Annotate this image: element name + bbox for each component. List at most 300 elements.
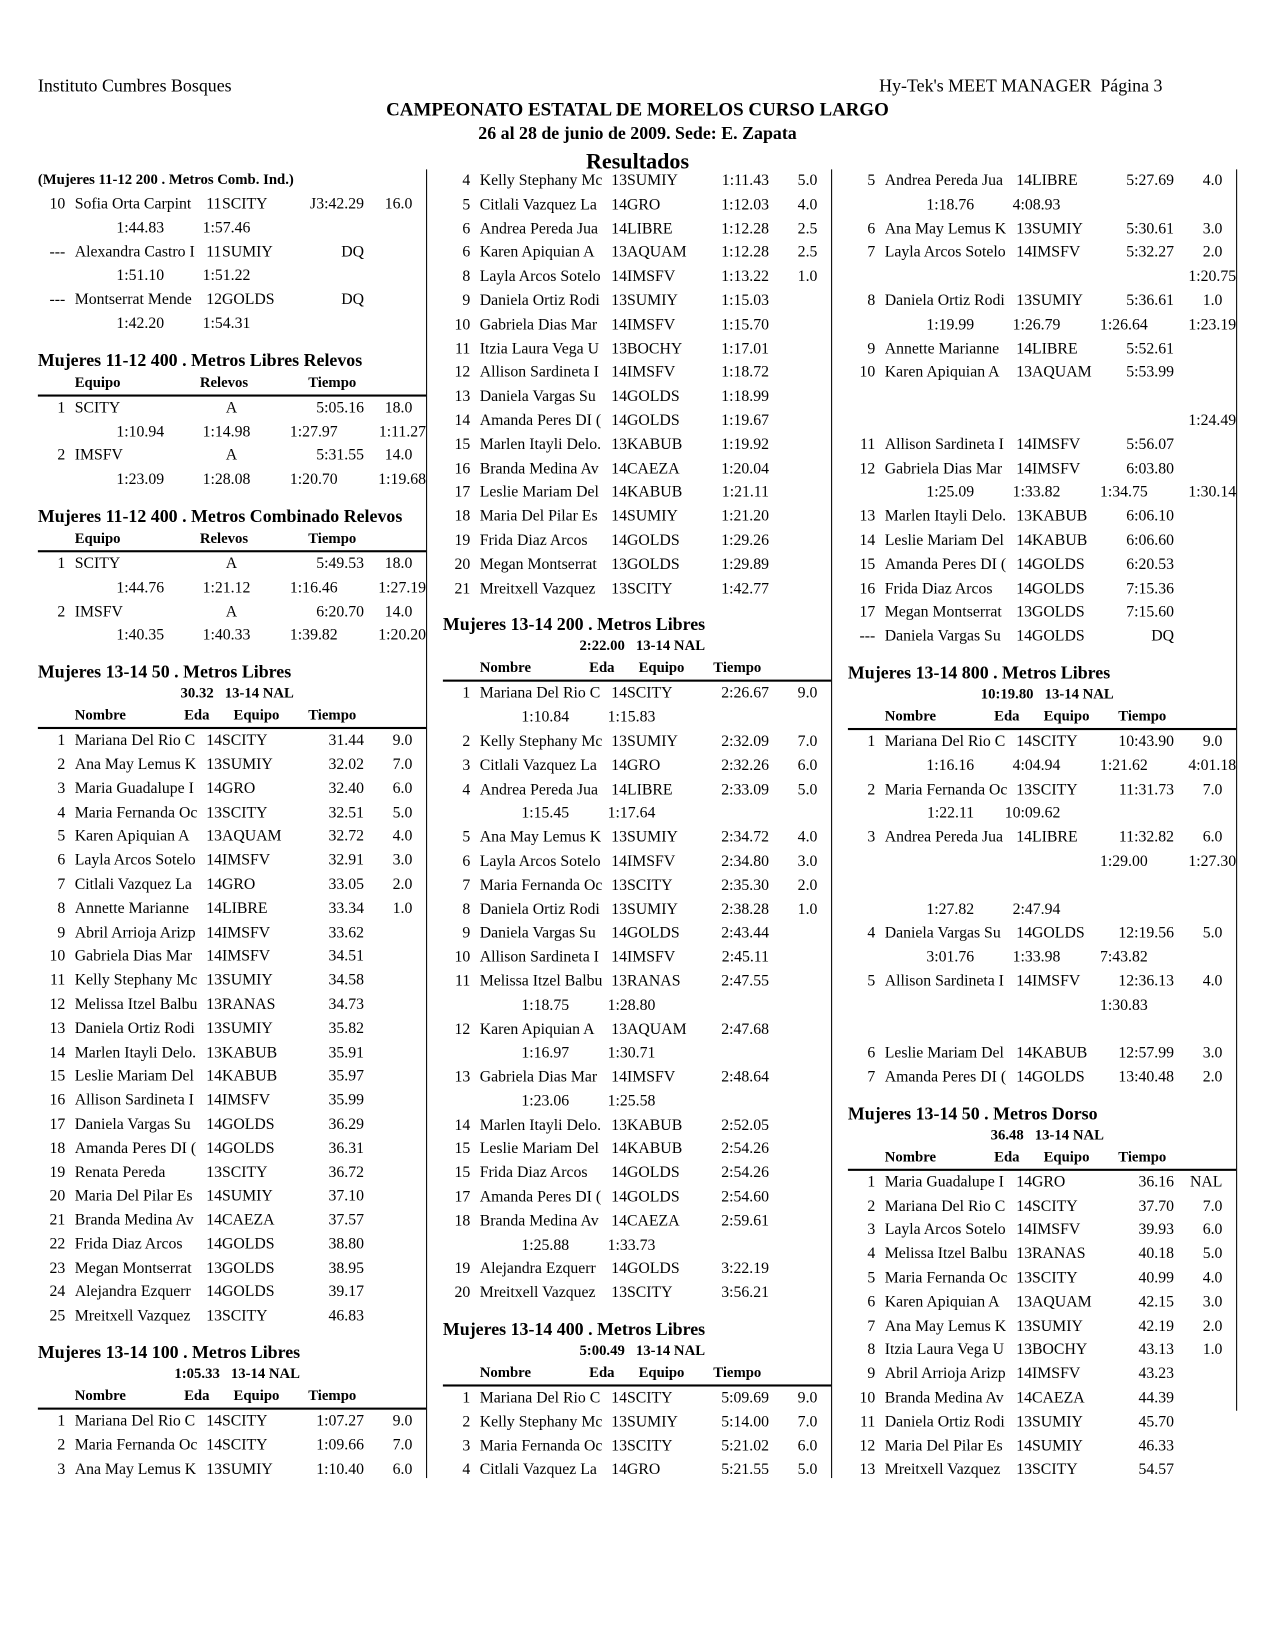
time: 37.57 — [328, 1212, 364, 1229]
place: 7 — [867, 1068, 876, 1086]
swimmer-name: Melissa Itzel Balbu — [479, 973, 603, 990]
time: 39.93 — [1138, 1221, 1175, 1239]
team: GOLDS — [626, 925, 680, 942]
points: 2.0 — [1202, 244, 1223, 262]
time: 42.19 — [1138, 1317, 1175, 1335]
place: 13 — [49, 1020, 66, 1037]
age: 14 — [206, 1068, 222, 1085]
place: 14 — [454, 412, 471, 430]
points: 6.0 — [1202, 829, 1223, 846]
result-row — [848, 337, 1236, 361]
time: 5:36.61 — [1126, 292, 1175, 310]
header-tiempo: Tiempo — [308, 531, 357, 548]
time: 5:30.61 — [1126, 220, 1175, 238]
time: 1:09.66 — [316, 1436, 364, 1454]
result-row — [443, 1258, 831, 1282]
swimmer-name: Allison Sardineta I — [884, 973, 1004, 990]
age: 14 — [611, 196, 627, 214]
swimmer-name: Andrea Pereda Jua — [884, 829, 1004, 846]
age: 14 — [611, 949, 627, 966]
age: 13 — [206, 1259, 222, 1277]
result-row — [848, 217, 1236, 241]
time: 5:56.07 — [1126, 436, 1175, 454]
time: 1:15.03 — [721, 292, 770, 310]
swimmer-name: Mariana Del Rio C — [884, 733, 1006, 751]
results-table-header — [38, 372, 426, 396]
team: KABUB — [1032, 532, 1088, 550]
team: SCITY — [221, 195, 268, 213]
meet-dates-venue: 26 al 28 de junio de 2009. Sede: E. Zapata — [478, 123, 797, 144]
age: 13 — [611, 436, 627, 454]
header-tiempo: Tiempo — [308, 375, 357, 392]
header-eda: Eda — [994, 1149, 1020, 1166]
swimmer-name: Amanda Peres DI ( — [74, 1140, 197, 1157]
team: IMSFV — [626, 364, 676, 382]
place: --- — [49, 291, 66, 309]
age: 13 — [611, 172, 627, 190]
result-row — [38, 288, 426, 312]
place: 1 — [462, 685, 471, 703]
split-time: 1:21.62 — [1099, 757, 1148, 774]
split-row — [443, 994, 831, 1018]
place: 11 — [860, 1413, 876, 1431]
place: 9 — [867, 340, 876, 358]
result-row — [848, 361, 1236, 385]
swimmer-name: Marlen Itayli Delo. — [479, 436, 602, 454]
team: IMSFV — [1032, 973, 1081, 990]
place: 7 — [57, 876, 66, 894]
place: 6 — [462, 853, 471, 870]
time: 6:20.70 — [316, 603, 364, 621]
place: 5 — [462, 829, 471, 846]
time: 43.23 — [1138, 1365, 1175, 1383]
time: 2:47.68 — [721, 1020, 770, 1038]
event-title: Mujeres 13-14 50 . Metros Libres — [37, 661, 292, 682]
split-time: 1:25.88 — [521, 1236, 570, 1254]
age: 13 — [611, 556, 627, 574]
time: 2:34.80 — [721, 853, 770, 870]
age: 14 — [1016, 1365, 1033, 1383]
split-time: 1:30.83 — [1099, 996, 1148, 1014]
points: 9.0 — [392, 732, 413, 750]
place: --- — [859, 628, 876, 646]
swimmer-name: Amanda Peres DI ( — [479, 1188, 602, 1206]
result-row — [443, 505, 831, 529]
results-table-header — [443, 658, 831, 682]
place: 1 — [462, 1389, 471, 1407]
team: SUMIY — [1032, 1413, 1083, 1431]
swimmer-name: Layla Arcos Sotelo — [884, 244, 1006, 262]
result-row — [848, 826, 1236, 850]
age: 14 — [1016, 829, 1033, 846]
age: 11 — [206, 195, 222, 213]
team: SCITY — [1032, 1461, 1078, 1479]
split-row — [443, 802, 831, 826]
split-time: 1:10.84 — [521, 709, 570, 727]
place: 15 — [454, 1140, 471, 1158]
split-row — [848, 385, 1236, 409]
split-time: 4:01.18 — [1188, 757, 1237, 774]
header-equipo: Equipo — [638, 661, 685, 677]
result-row — [848, 1195, 1236, 1219]
result-row — [443, 946, 831, 970]
place: 10 — [859, 364, 876, 382]
header-tiempo: Tiempo — [1118, 708, 1167, 725]
time: 43.13 — [1138, 1341, 1175, 1359]
place: 15 — [454, 1164, 471, 1182]
points: 4.0 — [797, 196, 818, 214]
split-row — [848, 265, 1236, 289]
age: 14 — [206, 1235, 222, 1253]
team: GRO — [221, 876, 256, 894]
swimmer-name: Citlali Vazquez La — [479, 757, 597, 774]
split-time: 1:33.82 — [1012, 484, 1061, 502]
results-column-2 — [443, 169, 832, 1478]
team: GOLDS — [626, 388, 680, 406]
split-time: 4:08.93 — [1012, 196, 1061, 214]
swimmer-name: Karen Apiquian A — [479, 244, 595, 262]
swimmer-name: Ana May Lemus K — [74, 756, 197, 774]
split-time: 1:27.30 — [1188, 853, 1237, 870]
swimmer-name: Marlen Itayli Delo. — [74, 1044, 197, 1061]
result-row — [443, 1387, 831, 1411]
points: 4.0 — [1202, 1269, 1223, 1287]
age: 13 — [611, 1413, 627, 1431]
swimmer-name: Andrea Pereda Jua — [479, 781, 599, 798]
split-row — [443, 1234, 831, 1258]
place: 19 — [49, 1164, 66, 1181]
points: 3.0 — [797, 853, 818, 870]
event-title: Mujeres 11-12 400 . Metros Combinado Relevos — [37, 505, 403, 526]
age: 14 — [1016, 172, 1033, 190]
team: GRO — [221, 780, 256, 798]
place: 21 — [454, 580, 471, 598]
team: LIBRE — [1032, 829, 1078, 846]
time: 35.82 — [328, 1020, 364, 1037]
swimmer-name: Allison Sardineta I — [479, 364, 599, 382]
place: 4 — [462, 172, 471, 190]
points: 9.0 — [797, 685, 818, 703]
swimmer-name: Andrea Pereda Jua — [479, 220, 599, 238]
team: SCITY — [221, 1164, 268, 1181]
result-row — [848, 1387, 1236, 1411]
time: 35.99 — [328, 1092, 364, 1109]
place: 3 — [867, 829, 876, 846]
time: 1:12.28 — [721, 244, 770, 262]
swimmer-name: Karen Apiquian A — [884, 1293, 1000, 1311]
swimmer-name: Alejandra Ezquerr — [479, 1260, 596, 1278]
place: 17 — [454, 484, 471, 502]
team: GOLDS — [221, 1140, 275, 1157]
team: IMSFV — [626, 316, 676, 334]
age: 13 — [611, 901, 627, 918]
team: GOLDS — [1032, 556, 1085, 574]
points: 5.0 — [797, 172, 818, 190]
age: 14 — [611, 1260, 627, 1278]
place: 15 — [49, 1068, 66, 1085]
age: 14 — [206, 1212, 222, 1229]
result-row — [848, 778, 1236, 802]
split-row — [38, 264, 426, 288]
swimmer-name: Layla Arcos Sotelo — [74, 852, 196, 870]
team: SUMIY — [1032, 1317, 1083, 1335]
age: 14 — [206, 852, 222, 870]
place: 7 — [462, 877, 471, 894]
place: 22 — [49, 1235, 66, 1253]
team: GRO — [626, 757, 661, 774]
result-row — [848, 457, 1236, 481]
place: 9 — [57, 924, 66, 942]
team: SCITY — [221, 1436, 268, 1454]
age: 13 — [206, 1044, 222, 1061]
points: 5.0 — [1202, 1245, 1223, 1263]
points: 3.0 — [1202, 1044, 1223, 1062]
event-title: Mujeres 13-14 800 . Metros Libres — [847, 662, 1111, 683]
event-record: 10:19.80 13-14 NAL — [980, 686, 1114, 703]
time: 38.80 — [328, 1235, 364, 1253]
split-time: 1:51.22 — [202, 267, 251, 285]
swimmer-name: Daniela Ortiz Rodi — [479, 901, 600, 918]
age: 13 — [611, 340, 627, 358]
header-tiempo: Tiempo — [713, 661, 762, 677]
time: 7:15.36 — [1126, 580, 1175, 598]
points: 5.0 — [392, 804, 413, 822]
result-row — [443, 1282, 831, 1306]
team: SCITY — [626, 1437, 673, 1455]
time: 1:29.26 — [721, 532, 770, 550]
swimmer-name: Kelly Stephany Mc — [74, 972, 198, 990]
header-tiempo: Tiempo — [308, 1388, 357, 1405]
split-time: 1:26.79 — [1012, 316, 1061, 334]
split-time: 1:29.00 — [1099, 853, 1148, 870]
place: 14 — [454, 1116, 471, 1134]
team: SCITY — [74, 555, 121, 573]
team: IMSFV — [1032, 436, 1081, 454]
age: 14 — [1016, 1044, 1033, 1062]
header-equipo: Equipo — [74, 375, 121, 392]
split-time: 1:44.83 — [116, 219, 165, 237]
place: 2 — [867, 1197, 876, 1215]
age: 14 — [1016, 925, 1033, 942]
place: 1 — [57, 1412, 66, 1430]
place: 4 — [867, 925, 876, 942]
team: IMSFV — [626, 853, 676, 870]
team: GOLDS — [626, 1260, 680, 1278]
split-row — [443, 1090, 831, 1114]
age: 14 — [611, 1188, 627, 1206]
time: 11:32.82 — [1118, 829, 1175, 846]
result-row — [38, 897, 426, 921]
time: 39.17 — [328, 1283, 364, 1301]
result-row — [848, 433, 1236, 457]
swimmer-name: Karen Apiquian A — [884, 364, 1000, 382]
swimmer-name: Kelly Stephany Mc — [479, 172, 603, 190]
result-row — [848, 1291, 1236, 1315]
result-row — [443, 457, 831, 481]
team: GOLDS — [221, 1259, 275, 1277]
swimmer-name: Daniela Ortiz Rodi — [884, 292, 1005, 310]
swimmer-name: Allison Sardineta I — [74, 1092, 194, 1109]
relay-letter: A — [225, 555, 238, 573]
points: 2.0 — [797, 877, 818, 894]
team: CAEZA — [626, 1212, 680, 1230]
split-time: 1:33.73 — [607, 1236, 656, 1254]
team: SCITY — [221, 804, 268, 822]
result-row — [443, 217, 831, 241]
split-time: 1:44.76 — [116, 579, 165, 597]
split-row — [848, 313, 1236, 337]
time: 32.40 — [328, 780, 364, 798]
event-record: 5:00.49 13-14 NAL — [579, 1343, 706, 1360]
team: AQUAM — [221, 828, 282, 846]
split-time: 1:30.14 — [1188, 484, 1237, 502]
time: 12:57.99 — [1118, 1044, 1175, 1062]
relay-result-row — [38, 396, 426, 420]
place: 15 — [859, 556, 876, 574]
swimmer-name: Frida Diaz Arcos — [479, 532, 588, 550]
result-row — [443, 265, 831, 289]
team: SCITY — [221, 732, 268, 750]
split-row — [38, 468, 426, 492]
swimmer-name: Gabriela Dias Mar — [74, 948, 193, 966]
place: 2 — [867, 781, 876, 798]
team: KABUB — [626, 484, 683, 502]
time: 2:43.44 — [721, 925, 770, 942]
points: 4.0 — [392, 828, 413, 846]
age: 13 — [1016, 1413, 1033, 1431]
swimmer-name: Megan Montserrat — [884, 604, 1002, 622]
relay-result-row — [38, 552, 426, 576]
result-row — [443, 1459, 831, 1483]
points: 2.0 — [392, 876, 413, 894]
time: 1:18.72 — [721, 364, 770, 382]
team: CAEZA — [221, 1212, 275, 1229]
swimmer-name: Frida Diaz Arcos — [884, 580, 993, 598]
swimmer-name: Maria Del Pilar Es — [74, 1188, 193, 1205]
time: 1:07.27 — [316, 1412, 364, 1430]
header-equipo: Equipo — [233, 708, 280, 724]
result-row — [38, 825, 426, 849]
time: 2:34.72 — [721, 829, 770, 846]
points: 14.0 — [384, 603, 413, 621]
split-time: 1:25.58 — [607, 1092, 656, 1110]
place: 10 — [49, 948, 66, 966]
team: GOLDS — [626, 556, 680, 574]
time: 2:26.67 — [721, 685, 770, 703]
points: 4.0 — [1202, 172, 1223, 190]
team: LIBRE — [1032, 172, 1078, 190]
result-row — [443, 433, 831, 457]
team: GOLDS — [221, 291, 275, 309]
time: 2:38.28 — [721, 901, 770, 918]
age: 13 — [611, 1437, 627, 1455]
team: GOLDS — [626, 532, 680, 550]
result-row — [38, 240, 426, 264]
split-row — [38, 312, 426, 336]
swimmer-name: Amanda Peres DI ( — [479, 412, 602, 430]
result-row — [443, 1411, 831, 1435]
result-row — [443, 1162, 831, 1186]
swimmer-name: Gabriela Dias Mar — [884, 460, 1003, 478]
age: 13 — [206, 1164, 222, 1181]
age: 14 — [206, 1116, 222, 1133]
swimmer-name: Daniela Vargas Su — [479, 925, 596, 942]
team: AQUAM — [1032, 364, 1092, 382]
age: 13 — [206, 756, 222, 774]
swimmer-name: Mariana Del Rio C — [74, 1412, 196, 1430]
time: 35.91 — [328, 1044, 364, 1061]
age: 14 — [1016, 1221, 1033, 1239]
header-equipo: Equipo — [638, 1365, 685, 1382]
age: 13 — [611, 973, 627, 990]
event-title: Mujeres 13-14 400 . Metros Libres — [442, 1319, 706, 1340]
result-row — [848, 1042, 1236, 1066]
split-row — [443, 1042, 831, 1066]
split-row — [38, 624, 426, 648]
age: 13 — [206, 828, 222, 846]
split-time: 1:20.20 — [378, 627, 427, 645]
points: 18.0 — [384, 555, 413, 573]
result-row — [38, 873, 426, 897]
age: 11 — [206, 243, 222, 261]
place: 2 — [57, 1436, 66, 1454]
place: 16 — [454, 460, 471, 478]
points: 1.0 — [797, 901, 818, 918]
split-time: 2:47.94 — [1012, 901, 1061, 918]
age: 14 — [1016, 973, 1033, 990]
event-title: Mujeres 13-14 100 . Metros Libres — [37, 1342, 301, 1363]
age: 13 — [1016, 604, 1033, 622]
results-table-header — [38, 705, 426, 729]
time: 11:31.73 — [1118, 781, 1175, 798]
time: 3:22.19 — [721, 1260, 770, 1278]
points: 6.0 — [392, 780, 413, 798]
points: 5.0 — [797, 1461, 818, 1479]
time: DQ — [341, 243, 364, 261]
age: 14 — [611, 1212, 627, 1230]
age: 13 — [1016, 1245, 1033, 1263]
team: GOLDS — [1032, 628, 1085, 646]
result-row — [38, 1458, 426, 1482]
time: 3:56.21 — [721, 1284, 770, 1302]
split-time: 1:27.19 — [378, 579, 427, 597]
result-row — [848, 970, 1236, 994]
split-time: 1:33.98 — [1012, 949, 1061, 966]
age: 14 — [1016, 460, 1033, 478]
result-row — [443, 874, 831, 898]
time: 40.99 — [1138, 1269, 1175, 1287]
swimmer-name: Ana May Lemus K — [74, 1460, 197, 1478]
split-row — [38, 576, 426, 600]
split-time: 4:04.94 — [1012, 757, 1061, 774]
place: 5 — [867, 172, 876, 190]
result-row — [38, 1089, 426, 1113]
place: 1 — [867, 1173, 876, 1191]
result-row — [38, 969, 426, 993]
team: GOLDS — [626, 1164, 680, 1182]
place: 6 — [867, 1293, 876, 1311]
team: KABUB — [221, 1068, 278, 1085]
swimmer-name: Andrea Pereda Jua — [884, 172, 1004, 190]
time: 32.72 — [328, 828, 364, 846]
time: 1:21.20 — [721, 508, 770, 526]
points: 9.0 — [392, 1412, 413, 1430]
swimmer-name: Mariana Del Rio C — [479, 685, 601, 703]
result-row — [443, 970, 831, 994]
result-row — [848, 1315, 1236, 1339]
team: KABUB — [626, 1140, 683, 1158]
time: 12:36.13 — [1118, 973, 1175, 990]
